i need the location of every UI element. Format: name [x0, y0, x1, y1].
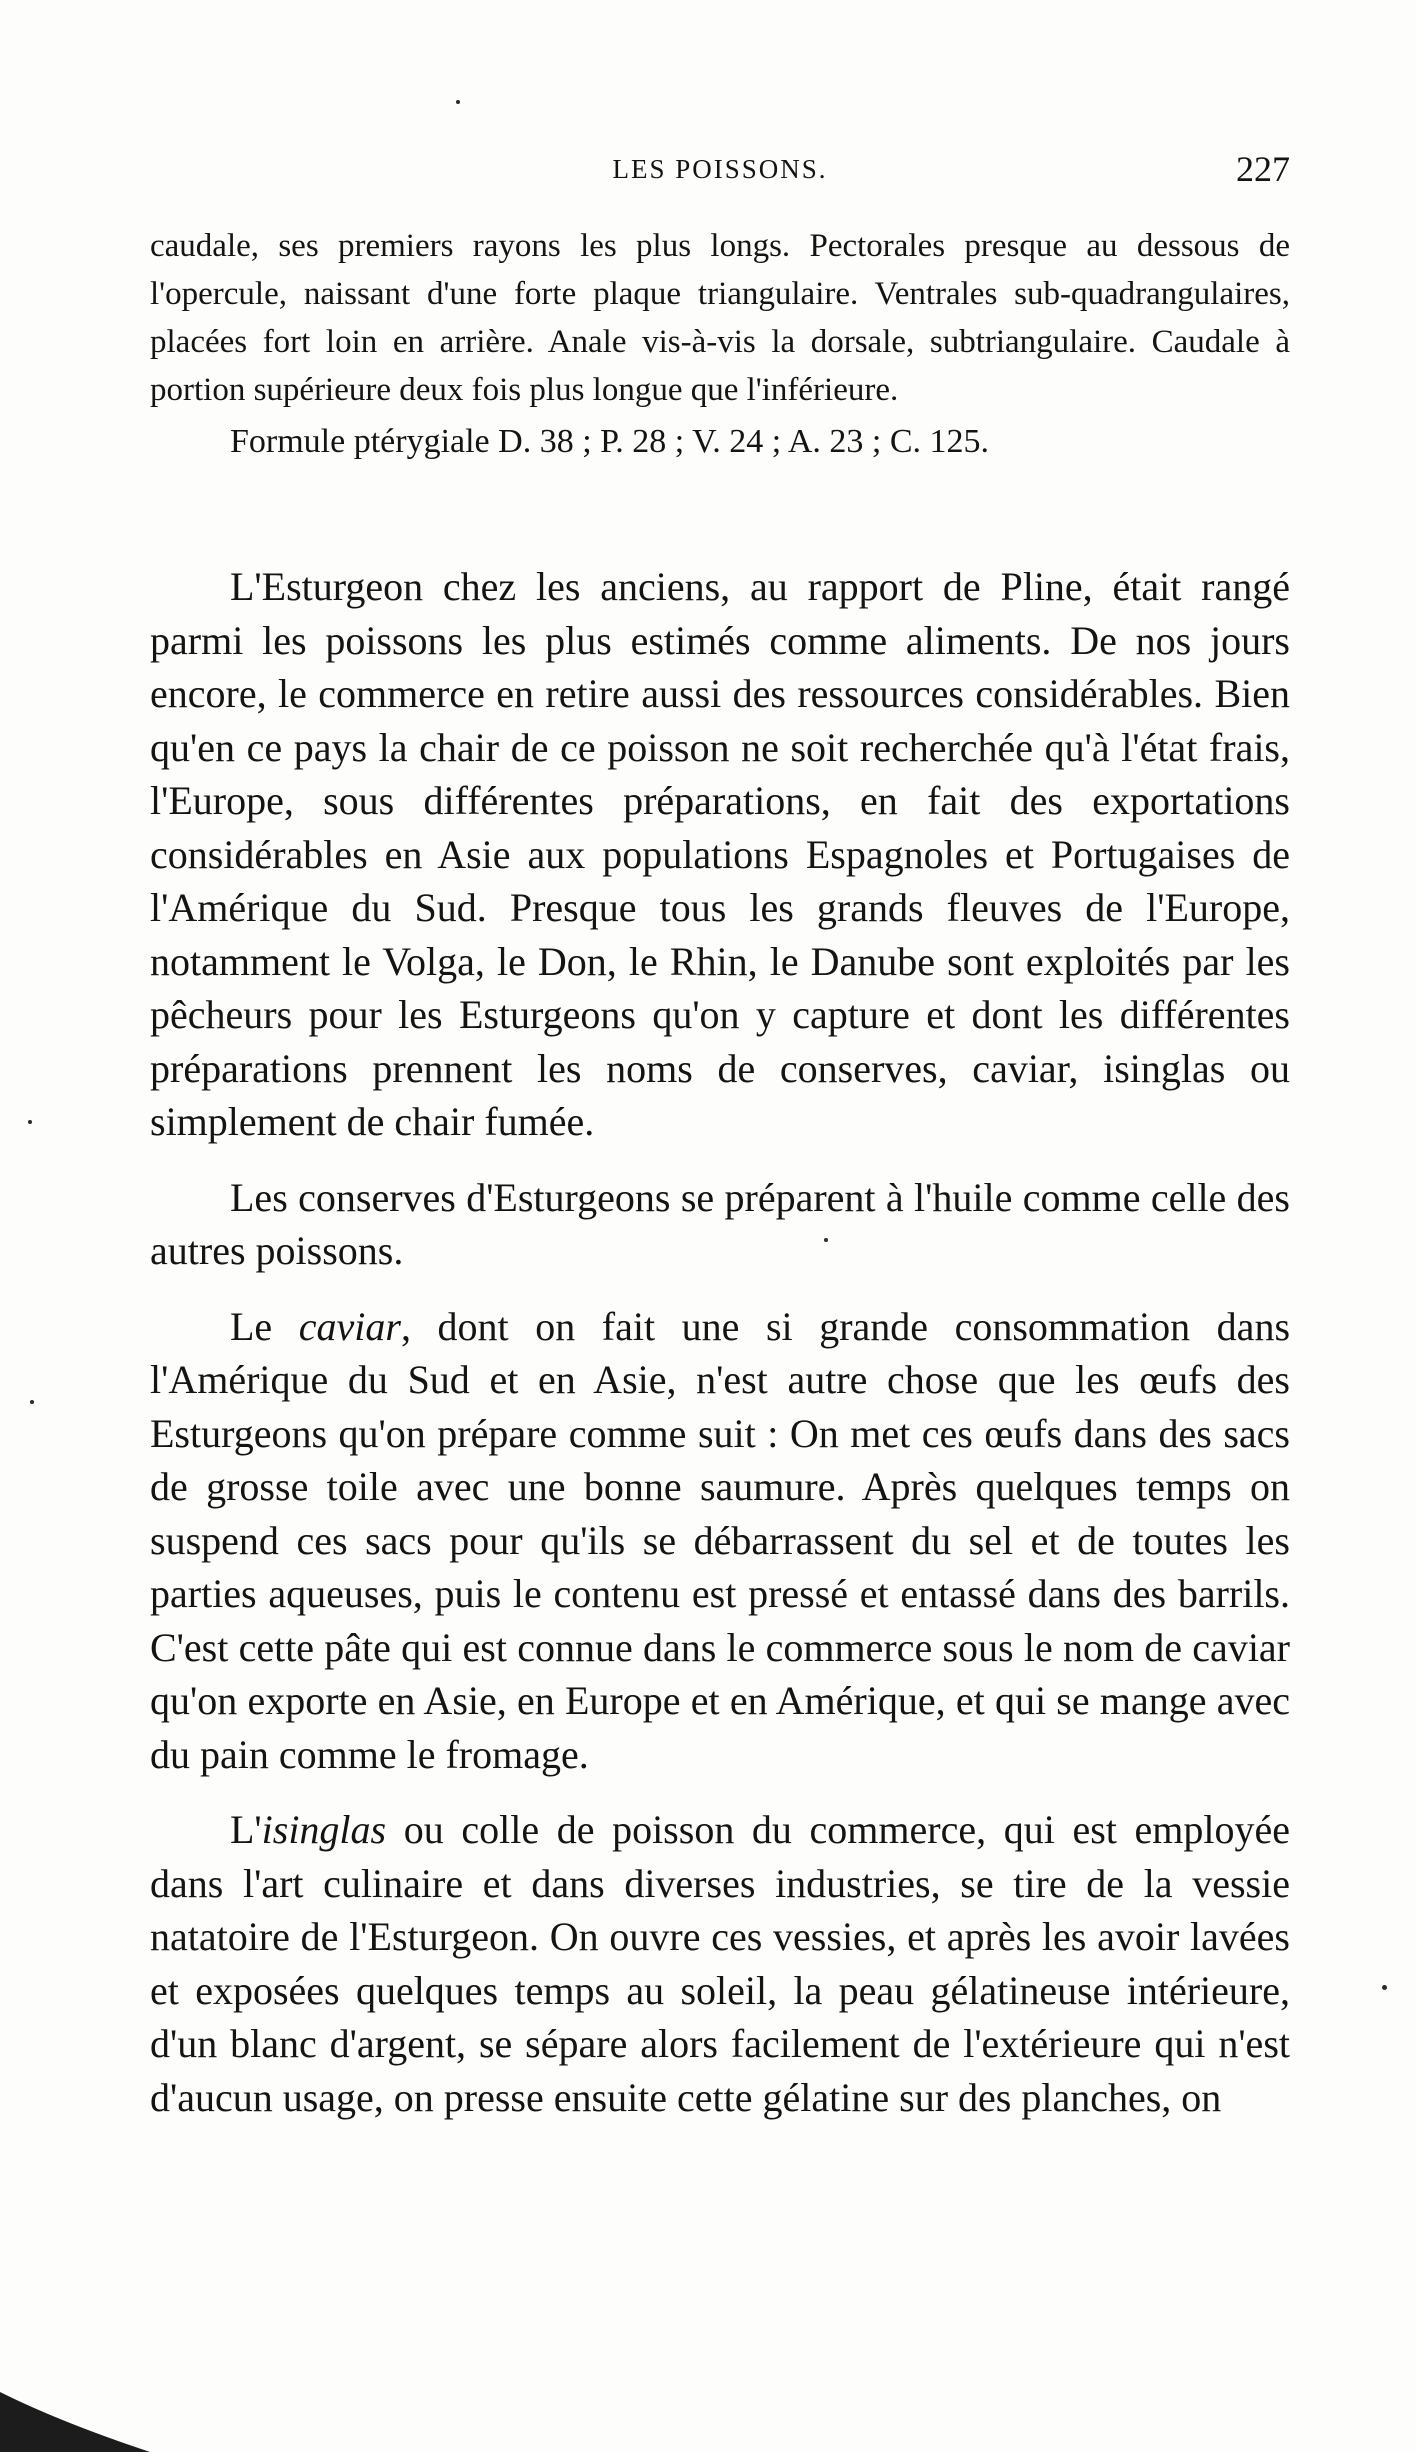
caviar-intro: Le — [230, 1303, 299, 1349]
running-head — [150, 142, 1290, 192]
paragraph-description: caudale, ses premiers rayons les plus longs. Pectorales presque au dessous de l'opercule, naissant d'une forte plaque triangulaire. Ventrales sub-quadrangulaires, placées fort loin en arrière. Anale vis-à-vis la dorsale, subtriangulaire. Caudale à portion supérieure deux fois plus longue que l'inférieure. — [150, 228, 1290, 408]
paragraph-isinglas — [150, 1803, 1290, 2124]
paper-speck — [824, 1238, 828, 1242]
paper-speck — [1382, 1985, 1387, 1990]
paper-speck — [456, 100, 460, 104]
caviar-term: caviar — [298, 1303, 401, 1349]
body-text-small — [150, 222, 1290, 466]
page-number: 227 — [1236, 149, 1290, 189]
running-title: LES POISSONS. — [612, 154, 828, 184]
paper-speck — [28, 1120, 32, 1124]
body-text-large — [150, 560, 1290, 2124]
paragraph-caviar — [150, 1300, 1290, 1782]
caviar-text: , dont on fait une si grande consommation dans l'Amérique du Sud et en Asie, n'est autre chose que les œufs des Esturgeons qu'on prépare comme suit : On met ces œufs dans des sacs de grosse toile avec une bonne saumure. Après quelques temps on suspend ces sacs pour qu'ils se débarrassent du sel et de toutes les parties aqueuses, puis le contenu est pressé et entassé dans des barrils. C'est cette pâte qui est connue dans le commerce sous le nom de caviar qu'on exporte en Asie, en Europe et en Amérique, et qui se mange avec du pain comme le fromage. — [150, 1303, 1291, 1777]
isinglas-text: ou colle de poisson du commerce, qui est employée dans l'art culinaire et dans diverses industries, se tire de la vessie natatoire de l'Esturgeon. On ouvre ces vessies, et après les avoir lavées et exposées quelques temps au soleil, la peau gélatineuse intérieure, d'un blanc d'argent, se sépare alors facilement de l'extérieure qui n'est d'aucun usage, on presse ensuite cette gélatine sur des planches, on — [150, 1807, 1290, 2120]
page-corner-shadow — [0, 2382, 150, 2452]
isinglas-intro: L' — [230, 1807, 262, 1852]
paper-speck — [30, 1400, 34, 1404]
paragraph-conserves: Les conserves d'Esturgeons se préparent à l'huile comme celle des autres poissons. — [150, 1174, 1290, 1273]
isinglas-term: isinglas — [261, 1807, 387, 1852]
paragraph-esturgeon-history: L'Esturgeon chez les anciens, au rapport de Pline, était rangé parmi les poissons les plus estimés comme aliments. De nos jours encore, le commerce en retire aussi des ressources considérables. Bien qu'en ce pays la chair de ce poisson ne soit recherchée qu'à l'état frais, l'Europe, sous différentes préparations, en fait des exportations considérables en Asie aux populations Espagnoles et Portugaises de l'Amérique du Sud. Presque tous les grands fleuves de l'Europe, notamment le Volga, le Don, le Rhin, le Danube sont exploités par les pêcheurs pour les Esturgeons qu'on y capture et dont les différentes préparations prennent les noms de conserves, caviar, isinglas ou simplement de chair fumée. — [150, 564, 1290, 1144]
paragraph-formula: Formule ptérygiale D. 38 ; P. 28 ; V. 24 ; A. 23 ; C. 125. — [230, 423, 990, 460]
